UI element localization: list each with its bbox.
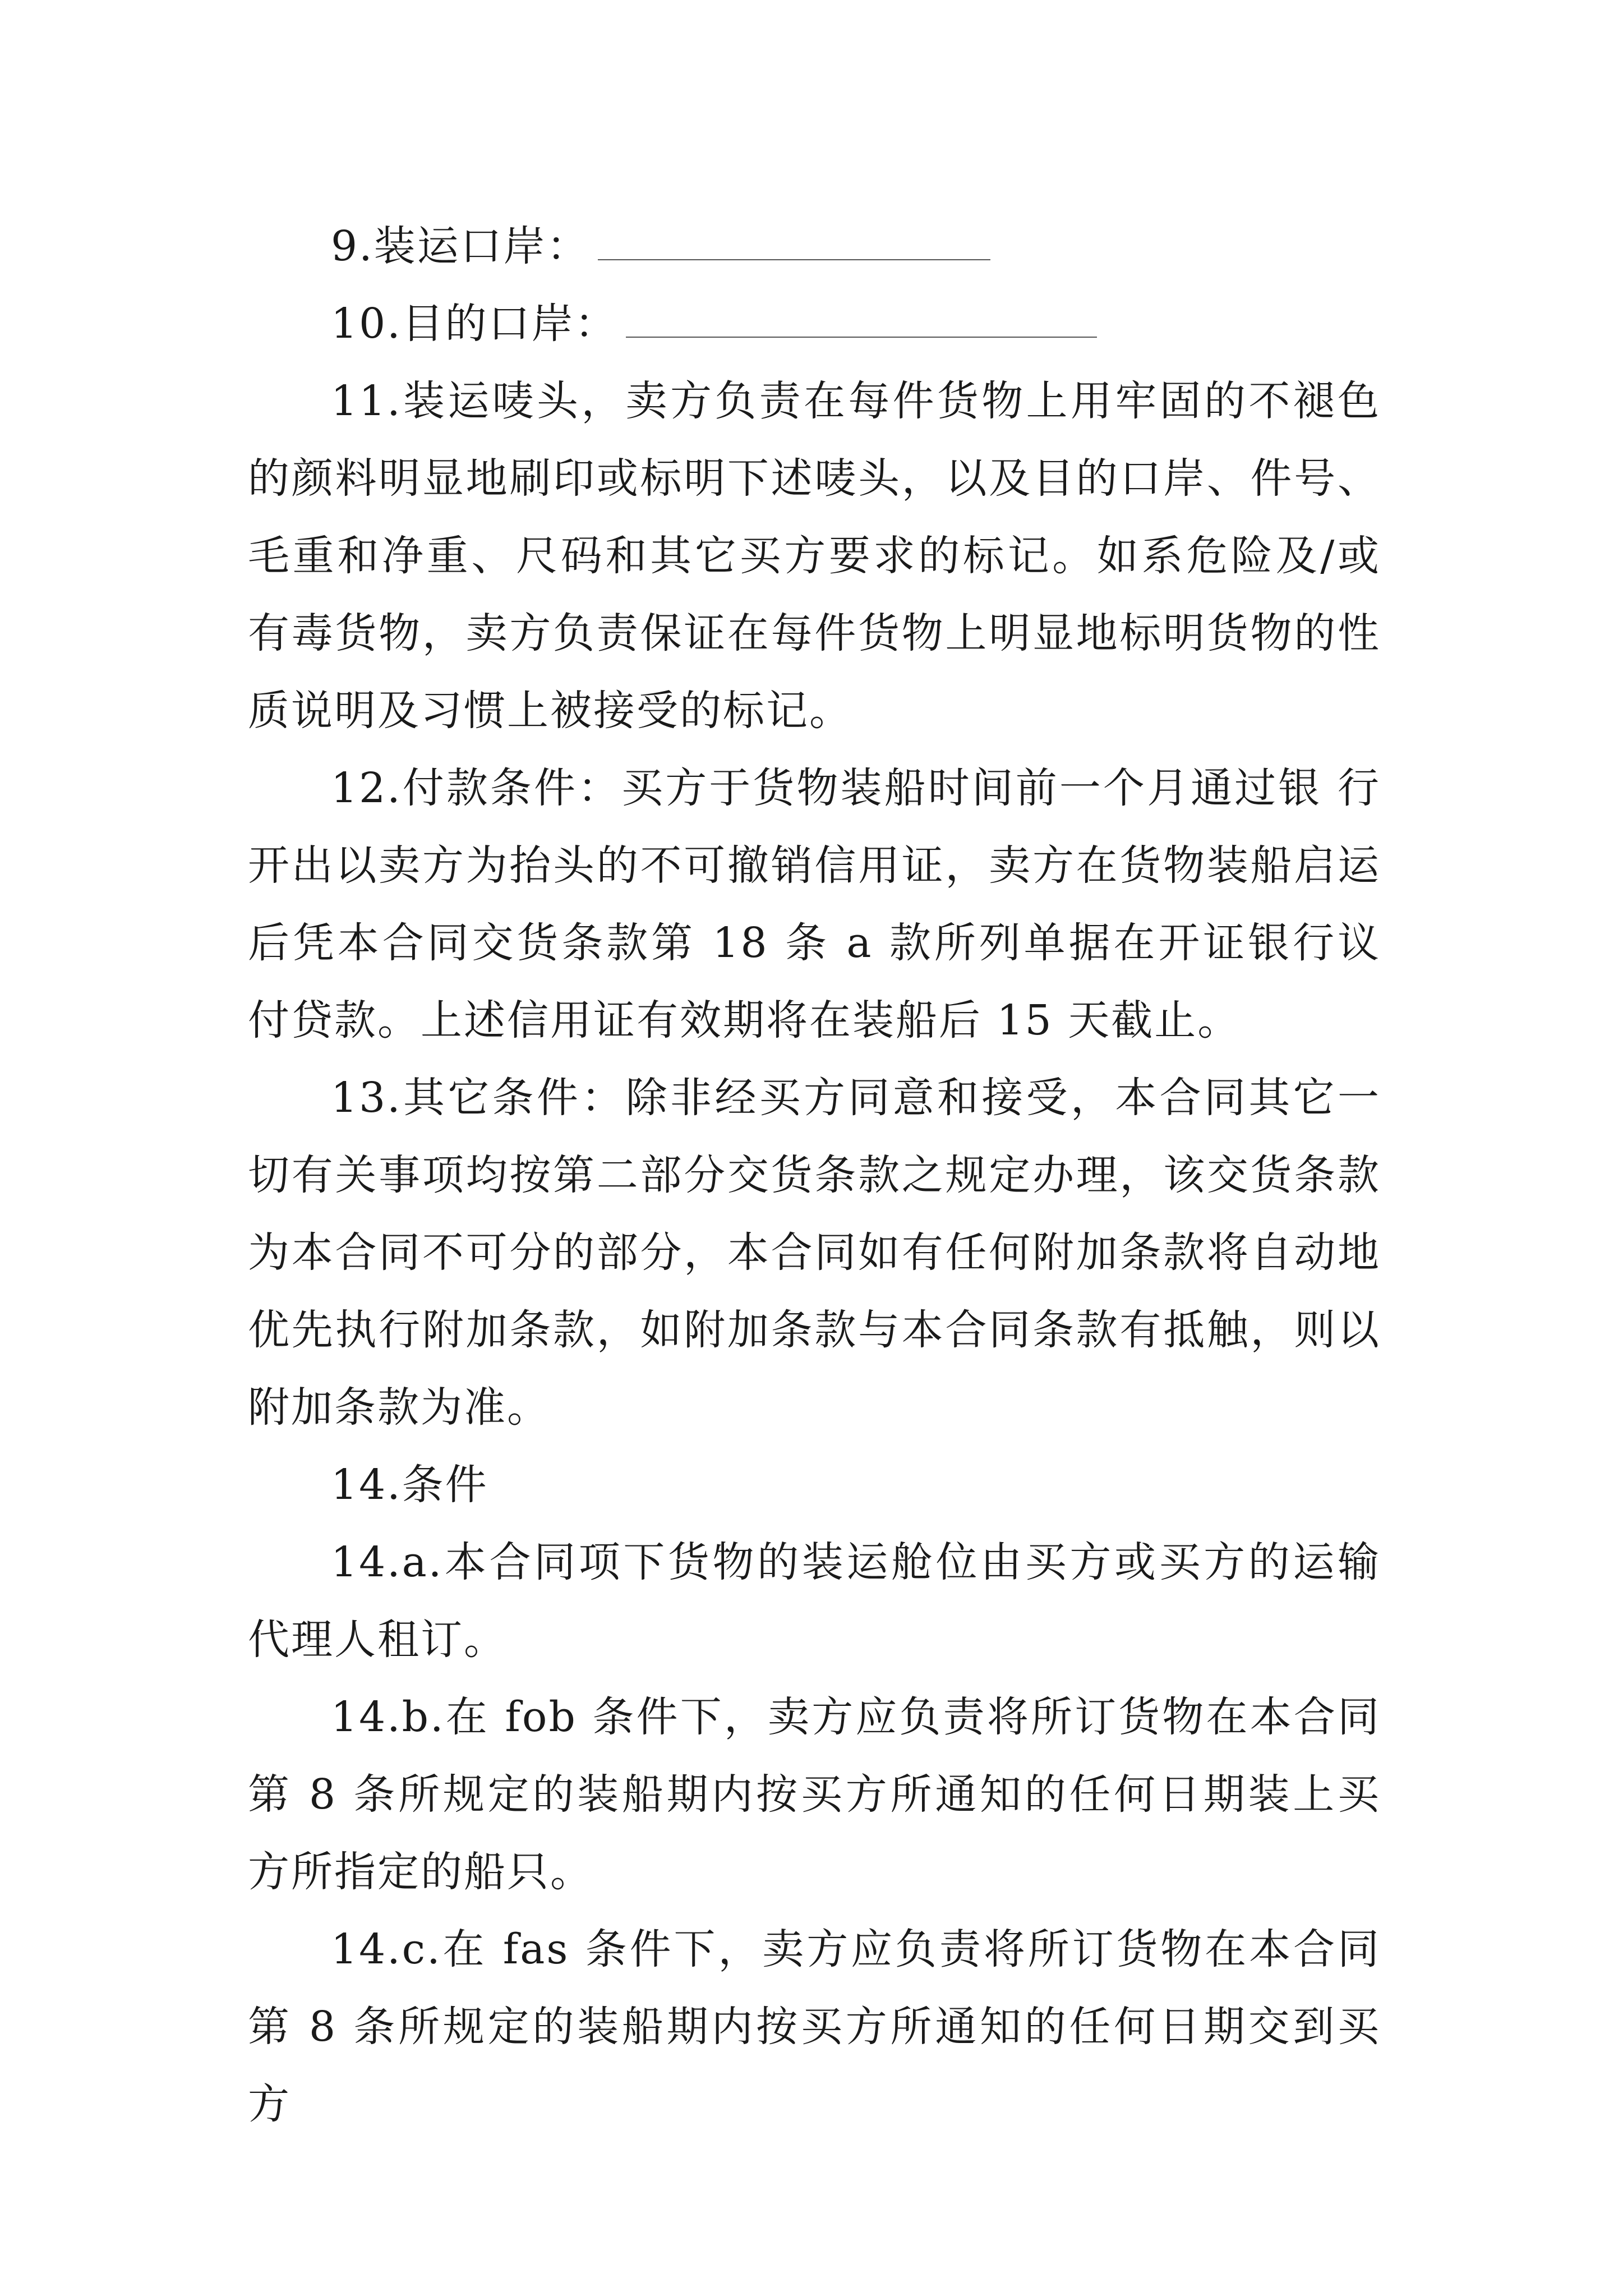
clause-13-other-conditions: 13.其它条件：除非经买方同意和接受，本合同其它一切有关事项均按第二部分交货条款之规定办理，该交货条款为本合同不可分的部分，本合同如有任何附加条款将自动地优先执行附加条款，如附加条款与本合同条款有抵触，则以附加条款为准。 [248,1074,1381,1432]
item-9-blank-line [598,226,990,260]
item-9-label: 9.装运口岸： [331,222,590,270]
clause-14c: 14.c.在 fas 条件下，卖方应负责将所订货物在本合同第 8 条所规定的装船期内按买方所通知的任何日期交到买方 [248,1925,1381,2128]
item-10-label: 10.目的口岸： [331,300,618,348]
clause-14-heading: 14.条件 [331,1461,488,1509]
clause-11-shipping-marks: 11.装运唛头，卖方负责在每件货物上用牢固的不褪色的颜料明显地刷印或标明下述唛头，以及目的口岸、件号、毛重和净重、尺码和其它买方要求的标记。如系危险及/或有毒货物，卖方负责保证在每件货物上明显地标明货物的性质说明及习惯上被接受的标记。 [248,377,1381,735]
item-10-blank-line [626,303,1097,338]
clause-14a: 14.a.本合同项下货物的装运舱位由买方或买方的运输代理人租订。 [248,1538,1381,1664]
document-body [248,208,1381,2143]
item-10-destination-port [248,285,1381,362]
clause-14b: 14.b.在 fob 条件下，卖方应负责将所订货物在本合同第 8 条所规定的装船期内按买方所通知的任何日期装上买方所指定的船只。 [248,1693,1381,1896]
item-9-shipment-port [248,208,1381,285]
clause-12-payment-terms: 12.付款条件：买方于货物装船时间前一个月通过银 行开出以卖方为抬头的不可撤销信用证，卖方在货物装船启运后凭本合同交货条款第 18 条 a 款所列单据在开证银行议付贷款。上述信用证有效期将在装船后 15 天截止。 [248,764,1381,1045]
